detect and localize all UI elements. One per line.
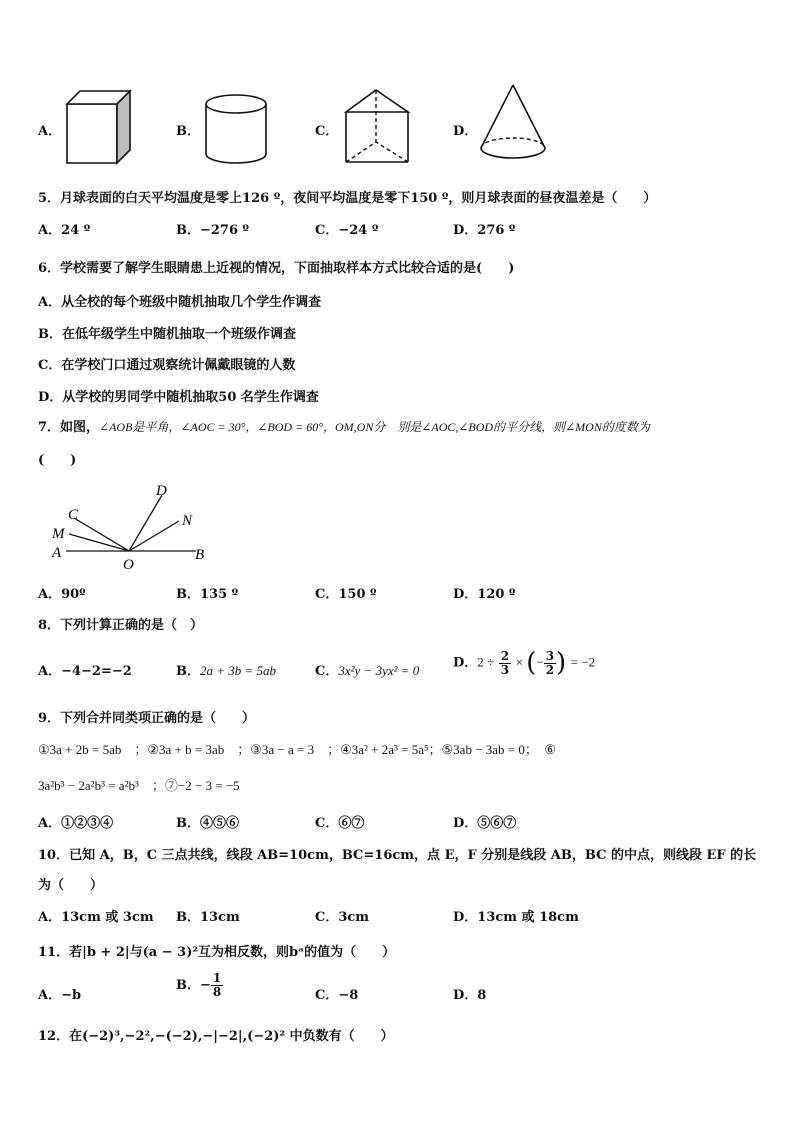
q5-option-d[interactable]: D．276 º [453, 223, 516, 238]
q6-stem: 6．学校需要了解学生眼睛患上近视的情况，下面抽取样本方式比较合适的是( ) [38, 261, 515, 276]
q8-option-a[interactable]: A．−4−2=−2 [38, 664, 132, 679]
q6-option-b[interactable]: B．在低年级学生中随机抽取一个班级作调查 [38, 327, 296, 342]
label-b: B [195, 547, 205, 563]
ray-od [129, 495, 162, 551]
q6-option-d[interactable]: D．从学校的男同学中随机抽取50 名学生作调查 [38, 390, 319, 405]
q11-option-d[interactable]: D．8 [453, 988, 487, 1003]
cylinder-figure [200, 92, 272, 168]
q8-option-b-letter: B． [176, 664, 200, 679]
q7-option-b[interactable]: B．135 º [176, 587, 239, 602]
q8-option-d[interactable]: D．2 ÷ $\frac{2}{3}$ × (− $\frac{3}{2}$ ) = −2 [453, 648, 596, 678]
q8-option-d-letter: D． [453, 655, 478, 671]
label-d: D [156, 483, 167, 499]
q8-option-b[interactable] [176, 660, 276, 679]
q4-option-a-letter: A． [38, 124, 62, 139]
q4-option-c-letter: C． [315, 124, 339, 139]
q5-option-b[interactable]: B．−276 º [176, 223, 250, 238]
q9-option-c[interactable]: C．⑥⑦ [315, 816, 365, 831]
ray-om [69, 534, 129, 551]
prism-figure [340, 86, 416, 166]
q7-option-d[interactable]: D．120 º [453, 587, 516, 602]
q7-option-c[interactable]: C．150 º [315, 587, 377, 602]
q8-stem: 8．下列计算正确的是（ ） [38, 618, 204, 633]
q8-option-d-fraction-1: $\frac{2}{3}$ [500, 648, 510, 677]
q7-stem-prefix: 7．如图， [38, 420, 100, 435]
q10-option-d[interactable]: D．13cm 或 18cm [453, 910, 579, 925]
q7-stem-paren: ( ) [38, 453, 77, 468]
angle-figure [46, 478, 216, 574]
q11-option-b[interactable] [176, 972, 223, 999]
q8-option-c-expr: 3x²y − 3yx² = 0 [338, 663, 420, 678]
q8-option-d-post: = −2 [570, 654, 596, 670]
q4-option-b-letter: B． [176, 124, 200, 139]
q9-option-b[interactable]: B．④⑤⑥ [176, 816, 239, 831]
label-a: A [52, 545, 62, 561]
label-m: M [52, 526, 65, 542]
q5-option-c[interactable]: C．−24 º [315, 223, 379, 238]
q11-option-c[interactable]: C．−8 [315, 988, 359, 1003]
q10-option-a[interactable]: A．13cm 或 3cm [38, 910, 154, 925]
q11-option-a[interactable]: A．−b [38, 988, 82, 1003]
label-n: N [182, 513, 193, 529]
label-c: C [68, 507, 79, 523]
q9-line-1: ①3a + 2b = 5ab ；②3a + b = 3ab ；③3a − a = 3 ；④3a² + 2a³ = 5a⁵；⑤3ab − 3ab = 0； ⑥ [38, 742, 557, 757]
q8-option-d-mid: × [515, 654, 527, 670]
q9-line-2: 3a²b³ − 2a²b³ = a²b³ ；⑦−2 − 3 = −5 [38, 778, 240, 793]
cube-figure [62, 88, 134, 166]
q7-stem-math: ∠AOB是平角，∠AOC = 30°，∠BOD = 60°，OM,ON分 别是∠AOC,∠BOD的平分线，则∠MON的度数为 [99, 420, 650, 434]
q8-option-c-letter: C． [315, 664, 339, 679]
ray-oc [74, 518, 129, 551]
q8-option-d-fraction-2: $\frac{3}{2}$ [545, 648, 555, 677]
q11-option-b-fraction: $\frac{1}{8}$ [212, 971, 222, 999]
q5-stem: 5．月球表面的白天平均温度是零上126 º，夜间平均温度是零下150 º，则月球表面的昼夜温差是（ ） [38, 191, 657, 206]
q9-option-d[interactable]: D．⑤⑥⑦ [453, 816, 517, 831]
q8-option-d-pre: 2 ÷ [477, 654, 495, 670]
q9-stem: 9．下列合并同类项正确的是（ ） [38, 711, 256, 726]
q8-option-c[interactable] [315, 660, 419, 679]
q11-option-b-letter: B．− [176, 978, 211, 993]
q10-stem-line-1: 10．已知 A，B，C 三点共线，线段 AB=10cm，BC=16cm，点 E，F 分别是线段 AB，BC 的中点，则线段 EF 的长 [38, 848, 757, 863]
q10-option-c[interactable]: C．3cm [315, 910, 370, 925]
q5-option-a[interactable]: A．24 º [38, 223, 91, 238]
cone-figure [476, 82, 550, 166]
q10-stem-line-2: 为（ ） [38, 878, 104, 893]
q7-option-a[interactable]: A．90º [38, 587, 86, 602]
q12-stem: 12．在(−2)³,−2²,−(−2),−|−2|,(−2)² 中负数有（ ） [38, 1029, 394, 1044]
q9-option-a[interactable]: A．①②③④ [38, 816, 114, 831]
q7-stem [38, 416, 650, 435]
q11-stem: 11．若|b + 2|与(a − 3)²互为相反数，则bᵃ的值为（ ） [38, 945, 396, 960]
label-o: O [123, 557, 134, 573]
q4-option-d-letter: D． [453, 124, 478, 139]
ray-on [129, 521, 179, 551]
q6-option-a[interactable]: A．从全校的每个班级中随机抽取几个学生作调查 [38, 295, 322, 310]
q8-option-b-expr: 2a + 3b = 5ab [200, 663, 277, 678]
q10-option-b[interactable]: B．13cm [176, 910, 240, 925]
q6-option-c[interactable]: C．在学校门口通过观察统计佩戴眼镜的人数 [38, 358, 296, 373]
